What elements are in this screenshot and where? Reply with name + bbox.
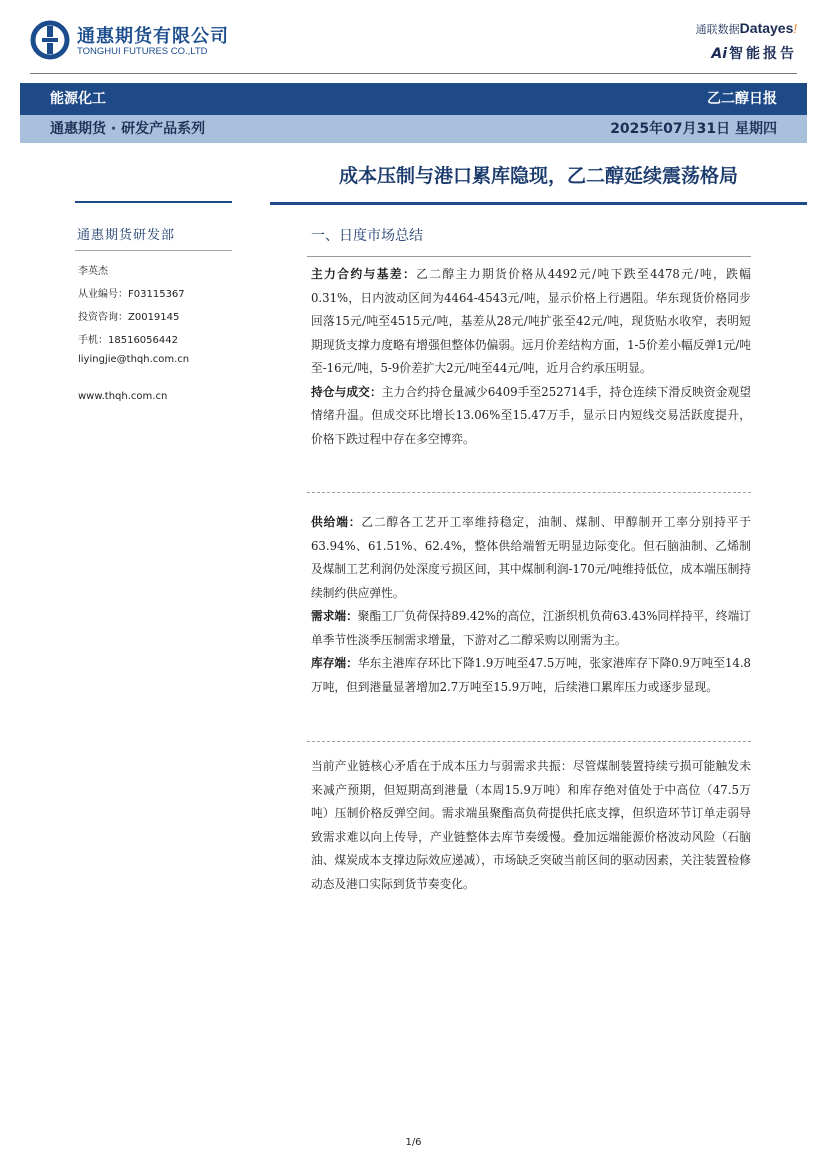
main-contract-label: 主力合约与基差： xyxy=(311,267,417,281)
brand-yes: ! xyxy=(793,21,797,36)
demand-label: 需求端： xyxy=(311,609,358,623)
series-band xyxy=(20,115,807,143)
conclusion-text: 当前产业链核心矛盾在于成本压力与弱需求共振：尽管煤制装置持续亏损可能触发未来减产预期，但短期高到港量（本周15.9万吨）和库存绝对值处于中高位（47.5万吨）压制价格反弹空间。需求端虽聚酯高负荷提供托底支撑，但织造环节订单走弱导致需求难以向上传导，产业链整体去库节奏缓慢。叠加远端能源价格波动风险（石脑油、煤炭成本支撑边际效应递减），市场缺乏突破当前区间的驱动因素，关注装置检修动态及港口实际到货节奏变化。 xyxy=(311,759,751,891)
company-name-en: TONGHUI FUTURES CO.,LTD xyxy=(77,46,208,57)
report-title: 成本压制与港口累库隐现，乙二醇延续震荡格局 xyxy=(338,165,738,187)
main-contract-text: 乙二醇主力期货价格从4492元/吨下跌至4478元/吨，跌幅0.31%，日内波动区间为4464-4543元/吨，显示价格上行遇阻。华东现货价格同步回落15元/吨至4515元/吨，基差从28元/吨扩张至42元/吨，现货贴水收窄，表明短期现货支撑力度略有增强但整体仍偏弱。远月价差结构方面，1-5价差小幅反弹1元/吨至-16元/吨，5-9价差扩大2元/吨至44元/吨，近月合约承压明显。 xyxy=(311,267,751,375)
ai-badge: Ai xyxy=(711,46,727,62)
sidebar-divider xyxy=(75,250,232,251)
inventory-label: 库存端： xyxy=(311,656,358,670)
dashed-divider xyxy=(307,492,751,493)
phone-number: 手机：18516056442 xyxy=(78,335,178,346)
company-logo xyxy=(30,20,250,65)
series-label: 通惠期货 · 研发产品系列 xyxy=(50,121,206,137)
title-rule xyxy=(270,202,807,205)
license-number: 从业编号：F03115367 xyxy=(78,289,185,300)
supply-label: 供给端： xyxy=(311,515,362,529)
email-link[interactable]: liyingjie@thqh.com.cn xyxy=(78,354,190,365)
position-label: 持仓与成交： xyxy=(311,384,382,399)
section-divider xyxy=(307,256,751,257)
conclusion-paragraph xyxy=(311,755,751,896)
tonghui-logo-icon xyxy=(30,20,70,60)
department-name: 通惠期货研发部 xyxy=(77,228,176,243)
consult-number: 投资咨询：Z0019145 xyxy=(78,312,180,323)
company-name-cn: 通惠期货有限公司 xyxy=(77,26,229,47)
category-band xyxy=(20,83,807,115)
report-date: 2025年07月31日 星期四 xyxy=(610,121,777,137)
header-divider xyxy=(30,73,797,74)
analyst-name: 李英杰 xyxy=(78,266,108,277)
page-number: 1/6 xyxy=(405,1137,422,1148)
datayes-brand xyxy=(696,20,797,63)
inventory-text: 华东主港库存环比下降1.9万吨至47.5万吨，张家港库存下降0.9万吨至14.8万吨，但到港量显著增加2.7万吨至15.9万吨，后续港口累库压力或逐步显现。 xyxy=(311,656,751,694)
brand-data: Datayes xyxy=(739,20,794,36)
sector-label: 能源化工 xyxy=(50,91,106,107)
sidebar-title-rule xyxy=(75,201,232,203)
supply-text: 乙二醇各工艺开工率维持稳定，油制、煤制、甲醇制开工率分别持平于63.94%、61.51%、62.4%，整体供给端暂无明显边际变化。但石脑油制、乙烯制及煤制工艺利润仍处深度亏损区间，其中煤制利润-170元/吨维持低位，成本端压制持续制约供应弹性。 xyxy=(311,515,751,600)
position-text: 主力合约持仓量减少6409手至252714手，持仓连续下滑反映资金观望情绪升温。但成交环比增长13.06%至15.47万手，显示日内短线交易活跃度提升，价格下跌过程中存在多空博弈。 xyxy=(311,384,751,446)
fundamentals-paragraph xyxy=(311,511,751,699)
dashed-divider xyxy=(307,741,751,742)
website-link[interactable]: www.thqh.com.cn xyxy=(78,391,168,402)
report-type-label: 智能报告 xyxy=(729,46,797,62)
market-paragraph xyxy=(311,263,751,451)
brand-cn: 通联数据 xyxy=(695,24,740,36)
report-name: 乙二醇日报 xyxy=(707,91,777,107)
demand-text: 聚酯工厂负荷保持89.42%的高位，江浙织机负荷63.43%同样持平，终端订单季节性淡季压制需求增量，下游对乙二醇采购以刚需为主。 xyxy=(311,609,751,647)
section-heading: 一、日度市场总结 xyxy=(311,228,423,244)
